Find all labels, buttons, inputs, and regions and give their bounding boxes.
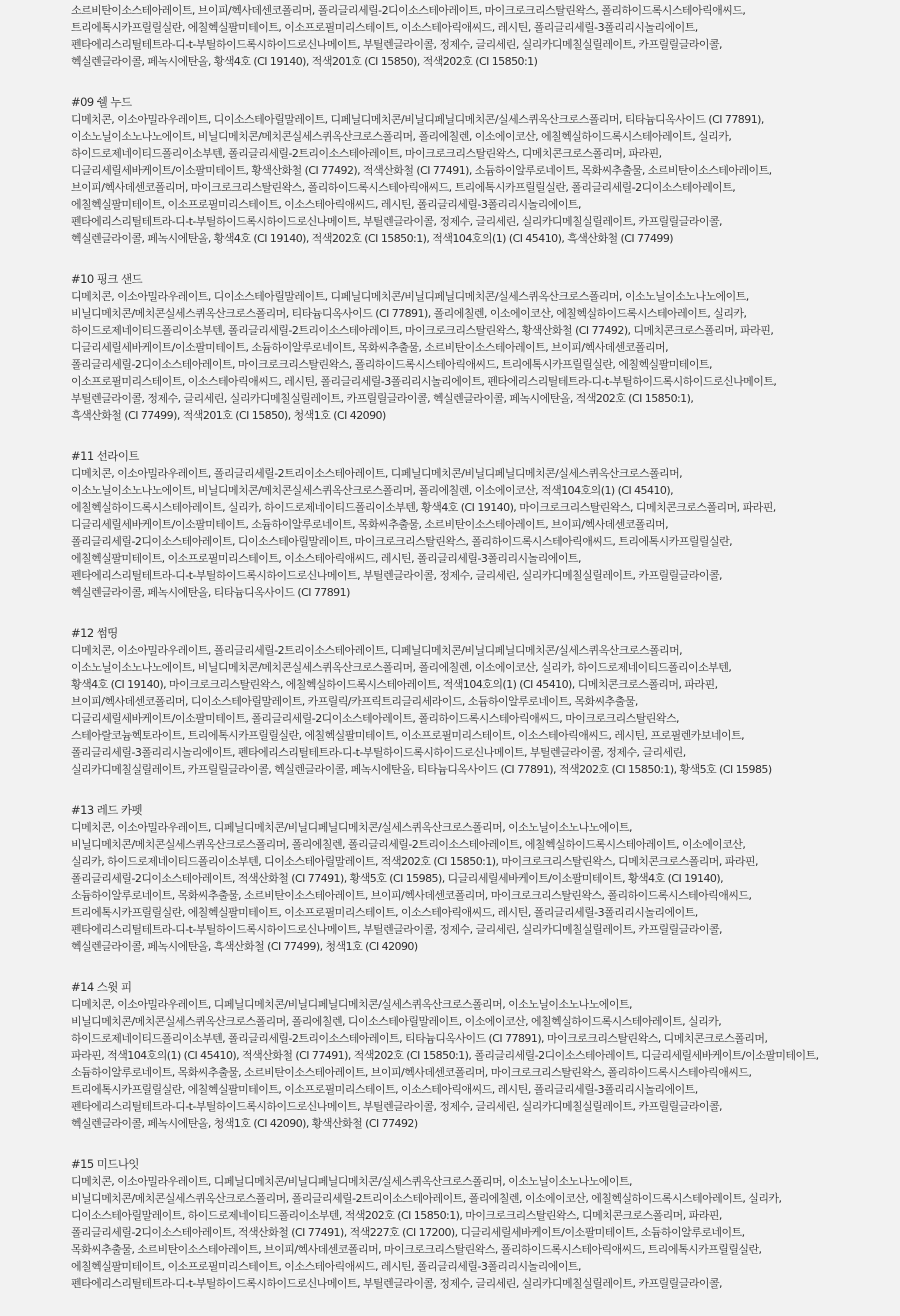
ingredient-line: 파라핀, 적색104호의(1) (CI 45410), 적색산화철 (CI 77491), 적색202호 (CI 15850:1), 폴리글리세릴-2디이소스테아레이트, 디글리세릴세바케이트/이소팔미테이트, xyxy=(71,1049,819,1062)
ingredient-line: 에칠헥실하이드록시스테아레이트, 실리카, 하이드로제네이티드폴리이소부텐, 황색4호 (CI 19140), 마이크로크리스탈린왁스, 디메치콘크로스폴리머, 파라핀, xyxy=(71,501,776,514)
ingredient-line: 이소노닐이소노나노에이트, 비닐디메치콘/메치콘실세스퀴옥산크로스폴리머, 폴리에칠렌, 이소에이코산, 에칠헥실하이드록시스테아레이트, 실리카, xyxy=(71,130,732,143)
ingredient-line: 이소노닐이소노나노에이트, 비닐디메치콘/메치콘실세스퀴옥산크로스폴리머, 폴리에칠렌, 이소에이코산, 적색104호의(1) (CI 45410), xyxy=(71,484,674,497)
ingredient-line: 헥실렌글라이콜, 페녹시에탄올, 황색4호 (CI 19140), 적색202호 (CI 15850:1), 적색104호의(1) (CI 45410), 흑색산화철 (CI 77499) xyxy=(71,232,674,245)
ingredient-section xyxy=(71,94,891,247)
ingredient-line: 하이드로제네이티드폴리이소부텐, 폴리글리세릴-2트리이소스테아레이트, 티타늄디옥사이드 (CI 77891), 마이크로크리스탈린왁스, 디메치콘크로스폴리머, xyxy=(71,1032,768,1045)
ingredient-section xyxy=(71,1156,891,1292)
ingredient-line: 디메치콘, 이소아밀라우레이트, 폴리글리세릴-2트리이소스테아레이트, 디페닐디메치콘/비닐디페닐디메치콘/실세스퀴옥산크로스폴리머, xyxy=(71,467,683,480)
ingredient-section xyxy=(71,979,891,1132)
ingredient-line: 에칠헥실팔미테이트, 이소프로필미리스테이트, 이소스테아릭애씨드, 레시틴, 폴리글리세릴-3폴리리시놀리에이트, xyxy=(71,1260,581,1273)
ingredient-line: 디메치콘, 이소아밀라우레이트, 디이소스테아릴말레이트, 디페닐디메치콘/비닐디페닐디메치콘/실세스퀴옥산크로스폴리머, 이소노닐이소노나노에이트, xyxy=(71,290,749,303)
ingredient-line: 헥실렌글라이콜, 페녹시에탄올, 흑색산화철 (CI 77499), 청색1호 (CI 42090) xyxy=(71,940,418,953)
ingredient-line: 실리카, 하이드로제네이티드폴리이소부텐, 디이소스테아릴말레이트, 적색202호 (CI 15850:1), 마이크로크리스탈린왁스, 디메치콘크로스폴리머, 파라핀, xyxy=(71,855,758,868)
ingredient-line: 하이드로제네이티드폴리이소부텐, 폴리글리세릴-2트리이소스테아레이트, 마이크로크리스탈린왁스, 디메치콘크로스폴리머, 파라핀, xyxy=(71,147,662,160)
ingredient-line: 소듐하이알루로네이트, 목화씨추출물, 소르비탄이소스테아레이트, 브이피/헥사데센코폴리머, 마이크로크리스탈린왁스, 폴리하이드록시스테아릭애씨드, xyxy=(71,1066,752,1079)
ingredient-line: 하이드로제네이티드폴리이소부텐, 폴리글리세릴-2트리이소스테아레이트, 마이크로크리스탈린왁스, 황색산화철 (CI 77492), 디메치콘크로스폴리머, 파라핀, xyxy=(71,324,774,337)
ingredient-line: 흑색산화철 (CI 77499), 적색201호 (CI 15850), 청색1호 (CI 42090) xyxy=(71,409,386,422)
ingredient-line: 펜타에리스리틸테트라-디-t-부틸하이드록시하이드로신나메이트, 부틸렌글라이콜, 정제수, 글리세린, 실리카디메칠실릴레이트, 카프릴릴글라이콜, xyxy=(71,1100,722,1113)
ingredient-line: 폴리글리세릴-2디이소스테아레이트, 적색산화철 (CI 77491), 적색227호 (CI 17200), 디글리세릴세바케이트/이소팔미테이트, 소듐하이알루로네이트, xyxy=(71,1226,745,1239)
ingredient-line: 펜타에리스리틸테트라-디-t-부틸하이드록시하이드로신나메이트, 부틸렌글라이콜, 정제수, 글리세린, 실리카디메칠실릴레이트, 카프릴릴글라이콜, xyxy=(71,923,722,936)
ingredient-line: 이소노닐이소노나노에이트, 비닐디메치콘/메치콘실세스퀴옥산크로스폴리머, 폴리에칠렌, 이소에이코산, 실리카, 하이드로제네이티드폴리이소부텐, xyxy=(71,661,732,674)
ingredient-line: 비닐디메치콘/메치콘실세스퀴옥산크로스폴리머, 폴리에칠렌, 폴리글리세릴-2트리이소스테아레이트, 에칠헥실하이드록시스테아레이트, 이소에이코산, xyxy=(71,838,746,851)
ingredient-line: 디글리세릴세바케이트/이소팔미테이트, 폴리글리세릴-2디이소스테아레이트, 폴리하이드록시스테아릭애씨드, 마이크로크리스탈린왁스, xyxy=(71,712,679,725)
ingredient-line: 에칠헥실팔미테이트, 이소프로필미리스테이트, 이소스테아릭애씨드, 레시틴, 폴리글리세릴-3폴리리시놀리에이트, xyxy=(71,198,581,211)
ingredient-line: 디글리세릴세바케이트/이소팔미테이트, 소듐하이알루로네이트, 목화씨추출물, 소르비탄이소스테아레이트, 브이피/헥사데센코폴리머, xyxy=(71,518,669,531)
ingredient-line: 소르비탄이소스테아레이트, 브이피/헥사데센코폴리머, 폴리글리세릴-2디이소스테아레이트, 마이크로크리스탈린왁스, 폴리하이드록시스테아릭애씨드, xyxy=(71,4,746,17)
ingredient-line: 펜타에리스리틸테트라-디-t-부틸하이드록시하이드로신나메이트, 부틸렌글라이콜, 정제수, 글리세린, 실리카디메칠실릴레이트, 카프릴릴글라이콜, xyxy=(71,1277,722,1290)
ingredient-line: 이소프로필미리스테이트, 이소스테아릭애씨드, 레시틴, 폴리글리세릴-3폴리리시놀리에이트, 펜타에리스리틸테트라-디-t-부틸하이드록시하이드로신나메이트, xyxy=(71,375,777,388)
ingredient-section xyxy=(71,802,891,955)
ingredient-line: 목화씨추출물, 소르비탄이소스테아레이트, 브이피/헥사데센코폴리머, 마이크로크리스탈린왁스, 폴리하이드록시스테아릭애씨드, 트리에톡시카프릴릴실란, xyxy=(71,1243,762,1256)
ingredient-line: 트리에톡시카프릴릴실란, 에칠헥실팔미테이트, 이소프로필미리스테이트, 이소스테아릭애씨드, 레시틴, 폴리글리세릴-3폴리리시놀리에이트, xyxy=(71,21,698,34)
ingredient-line: 브이피/헥사데센코폴리머, 마이크로크리스탈린왁스, 폴리하이드록시스테아릭애씨드, 트리에톡시카프릴릴실란, 폴리글리세릴-2디이소스테아레이트, xyxy=(71,181,736,194)
ingredient-line: 디메치콘, 이소아밀라우레이트, 디페닐디메치콘/비닐디페닐디메치콘/실세스퀴옥산크로스폴리머, 이소노닐이소노나노에이트, xyxy=(71,821,632,834)
ingredient-section xyxy=(71,625,891,778)
ingredient-section xyxy=(71,2,891,70)
ingredient-line: 디글리세릴세바케이트/이소팔미테이트, 소듐하이알루로네이트, 목화씨추출물, 소르비탄이소스테아레이트, 브이피/헥사데센코폴리머, xyxy=(71,341,669,354)
shade-title: #09 쉘 누드 xyxy=(71,95,132,109)
ingredient-line: 스테아랄코늄헥토라이트, 트리에톡시카프릴릴실란, 에칠헥실팔미테이트, 이소프로필미리스테이트, 이소스테아릭애씨드, 레시틴, 프로필렌카보네이트, xyxy=(71,729,745,742)
ingredient-line: 펜타에리스리틸테트라-디-t-부틸하이드록시하이드로신나메이트, 부틸렌글라이콜, 정제수, 글리세린, 실리카디메칠실릴레이트, 카프릴릴글라이콜, xyxy=(71,569,722,582)
ingredient-line: 비닐디메치콘/메치콘실세스퀴옥산크로스폴리머, 폴리글리세릴-2트리이소스테아레이트, 폴리에칠렌, 이소에이코산, 에칠헥실하이드록시스테아레이트, 실리카, xyxy=(71,1192,782,1205)
shade-title: #14 스윗 피 xyxy=(71,980,132,994)
ingredient-line: 디글리세릴세바케이트/이소팔미테이트, 황색산화철 (CI 77492), 적색산화철 (CI 77491), 소듐하이알루로네이트, 목화씨추출물, 소르비탄이소스테아레이트, xyxy=(71,164,772,177)
ingredient-line: 비닐디메치콘/메치콘실세스퀴옥산크로스폴리머, 티타늄디옥사이드 (CI 77891), 폴리에칠렌, 이소에이코산, 에칠헥실하이드록시스테아레이트, 실리카, xyxy=(71,307,747,320)
ingredient-line: 에칠헥실팔미테이트, 이소프로필미리스테이트, 이소스테아릭애씨드, 레시틴, 폴리글리세릴-3폴리리시놀리에이트, xyxy=(71,552,581,565)
ingredient-line: 헥실렌글라이콜, 페녹시에탄올, 청색1호 (CI 42090), 황색산화철 (CI 77492) xyxy=(71,1117,418,1130)
ingredient-line: 헥실렌글라이콜, 페녹시에탄올, 황색4호 (CI 19140), 적색201호 (CI 15850), 적색202호 (CI 15850:1) xyxy=(71,55,538,68)
ingredient-list xyxy=(71,2,891,1316)
ingredient-line: 폴리글리세릴-2디이소스테아레이트, 마이크로크리스탈린왁스, 폴리하이드록시스테아릭애씨드, 트리에톡시카프릴릴실란, 에칠헥실팔미테이트, xyxy=(71,358,712,371)
shade-title: #15 미드나잇 xyxy=(71,1157,139,1171)
ingredient-line: 펜타에리스리틸테트라-디-t-부틸하이드록시하이드로신나메이트, 부틸렌글라이콜, 정제수, 글리세린, 실리카디메칠실릴레이트, 카프릴릴글라이콜, xyxy=(71,215,722,228)
ingredient-line: 실리카디메칠실릴레이트, 카프릴릴글라이콜, 헥실렌글라이콜, 페녹시에탄올, 티타늄디옥사이드 (CI 77891), 적색202호 (CI 15850:1), 황색5호 (CI 15985) xyxy=(71,763,772,776)
shade-title: #11 선라이트 xyxy=(71,449,139,463)
ingredient-line: 폴리글리세릴-3폴리리시놀리에이트, 펜타에리스리틸테트라-디-t-부틸하이드록시하이드로신나메이트, 부틸렌글라이콜, 정제수, 글리세린, xyxy=(71,746,686,759)
ingredient-line: 비닐디메치콘/메치콘실세스퀴옥산크로스폴리머, 폴리에칠렌, 디이소스테아릴말레이트, 이소에이코산, 에칠헥실하이드록시스테아레이트, 실리카, xyxy=(71,1015,722,1028)
ingredient-line: 디메치콘, 이소아밀라우레이트, 폴리글리세릴-2트리이소스테아레이트, 디페닐디메치콘/비닐디페닐디메치콘/실세스퀴옥산크로스폴리머, xyxy=(71,644,683,657)
ingredient-line: 디메치콘, 이소아밀라우레이트, 디페닐디메치콘/비닐디페닐디메치콘/실세스퀴옥산크로스폴리머, 이소노닐이소노나노에이트, xyxy=(71,998,632,1011)
ingredient-section xyxy=(71,448,891,601)
ingredient-line: 디이소스테아릴말레이트, 하이드로제네이티드폴리이소부텐, 적색202호 (CI 15850:1), 마이크로크리스탈린왁스, 디메치콘크로스폴리머, 파라핀, xyxy=(71,1209,722,1222)
ingredient-line: 트리에톡시카프릴릴실란, 에칠헥실팔미테이트, 이소프로필미리스테이트, 이소스테아릭애씨드, 레시틴, 폴리글리세릴-3폴리리시놀리에이트, xyxy=(71,906,698,919)
ingredient-line: 디메치콘, 이소아밀라우레이트, 디페닐디메치콘/비닐디페닐디메치콘/실세스퀴옥산크로스폴리머, 이소노닐이소노나노에이트, xyxy=(71,1175,632,1188)
ingredient-line: 브이피/헥사데센코폴리머, 디이소스테아릴말레이트, 카프릴릭/카프릭트리글리세라이드, 소듐하이알루로네이트, 목화씨추출물, xyxy=(71,695,638,708)
ingredient-line: 소듐하이알루로네이트, 목화씨추출물, 소르비탄이소스테아레이트, 브이피/헥사데센코폴리머, 마이크로크리스탈린왁스, 폴리하이드록시스테아릭애씨드, xyxy=(71,889,752,902)
ingredient-line: 헥실렌글라이콜, 페녹시에탄올, 티타늄디옥사이드 (CI 77891) xyxy=(71,586,350,599)
shade-title: #13 레드 카펫 xyxy=(71,803,143,817)
ingredient-line: 트리에톡시카프릴릴실란, 에칠헥실팔미테이트, 이소프로필미리스테이트, 이소스테아릭애씨드, 레시틴, 폴리글리세릴-3폴리리시놀리에이트, xyxy=(71,1083,698,1096)
ingredient-line: 디메치콘, 이소아밀라우레이트, 디이소스테아릴말레이트, 디페닐디메치콘/비닐디페닐디메치콘/실세스퀴옥산크로스폴리머, 티타늄디옥사이드 (CI 77891), xyxy=(71,113,764,126)
shade-title: #10 핑크 샌드 xyxy=(71,272,143,286)
ingredient-line: 황색4호 (CI 19140), 마이크로크리스탈린왁스, 에칠헥실하이드록시스테아레이트, 적색104호의(1) (CI 45410), 디메치콘크로스폴리머, 파라핀, xyxy=(71,678,718,691)
ingredient-line: 폴리글리세릴-2디이소스테아레이트, 적색산화철 (CI 77491), 황색5호 (CI 15985), 디글리세릴세바케이트/이소팔미테이트, 황색4호 (CI 19140), xyxy=(71,872,724,885)
ingredient-line: 펜타에리스리틸테트라-디-t-부틸하이드록시하이드로신나메이트, 부틸렌글라이콜, 정제수, 글리세린, 실리카디메칠실릴레이트, 카프릴릴글라이콜, xyxy=(71,38,722,51)
ingredient-line: 부틸렌글라이콜, 정제수, 글리세린, 실리카디메칠실릴레이트, 카프릴릴글라이콜, 헥실렌글라이콜, 페녹시에탄올, 적색202호 (CI 15850:1), xyxy=(71,392,694,405)
ingredient-line: 폴리글리세릴-2디이소스테아레이트, 디이소스테아릴말레이트, 마이크로크리스탈린왁스, 폴리하이드록시스테아릭애씨드, 트리에톡시카프릴릴실란, xyxy=(71,535,733,548)
ingredient-section xyxy=(71,271,891,424)
shade-title: #12 썸띵 xyxy=(71,626,118,640)
